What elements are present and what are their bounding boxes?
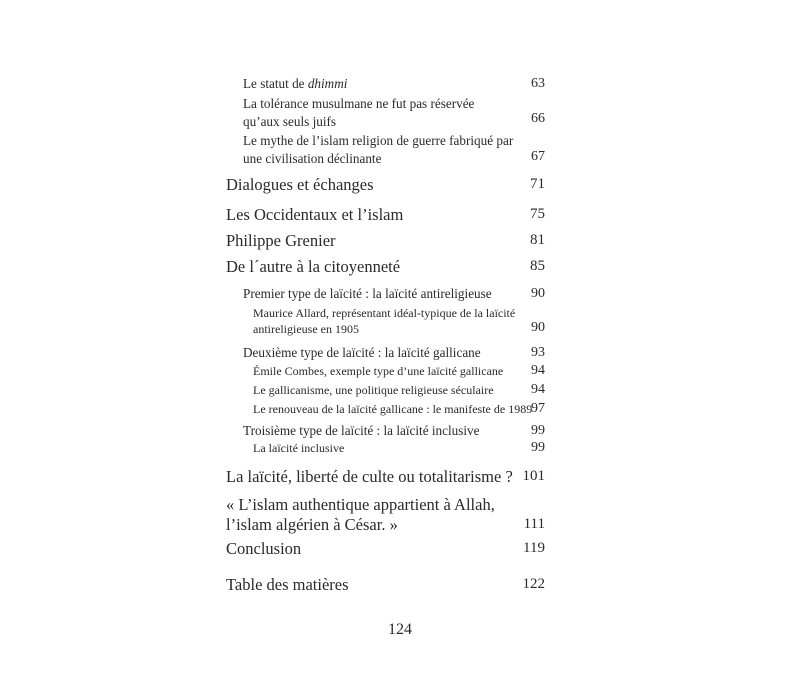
toc-entry-page: 111: [523, 516, 545, 532]
toc-entry-page: 99: [531, 440, 545, 455]
toc-entry-title: Le mythe de l’islam religion de guerre fabriqué par: [243, 133, 514, 148]
toc-entry-title: Table des matières: [226, 575, 349, 594]
toc-entry-title: La laïcité, liberté de culte ou totalitarisme ?: [226, 467, 513, 486]
toc-entry-title: [243, 76, 347, 92]
toc-entry-page: 75: [530, 206, 545, 222]
toc-entry-page: 119: [523, 540, 545, 556]
toc-entry-title-text: Le statut de: [243, 76, 308, 91]
toc-entry-page: 94: [531, 363, 545, 378]
toc-entry-title: Émile Combes, exemple type d’une laïcité gallicane: [253, 364, 504, 378]
toc-entry-title-continued: une civilisation déclinante: [243, 151, 382, 166]
toc-entry-title: De l´autre à la citoyenneté: [226, 257, 401, 276]
toc-entry-page: 99: [531, 423, 545, 438]
toc-entry-page: 94: [531, 382, 545, 397]
toc-entry-title-continued: qu’aux seuls juifs: [243, 114, 337, 129]
toc-entry-page: 63: [531, 76, 545, 91]
toc-entry-title: Premier type de laïcité : la laïcité antireligieuse: [243, 286, 492, 301]
toc-entry-title: Le renouveau de la laïcité gallicane : le manifeste de 1989: [253, 402, 533, 416]
toc-entry-title-emphasis: dhimmi: [307, 76, 348, 91]
toc-entry-title: « L’islam authentique appartient à Allah,: [226, 495, 495, 514]
toc-entry-title: Troisième type de laïcité : la laïcité inclusive: [243, 423, 480, 438]
toc-entry-page: 85: [530, 258, 545, 274]
toc-entry-page: 71: [530, 176, 545, 192]
toc-entry-title: La laïcité inclusive: [253, 441, 345, 455]
toc-entry-page: 101: [522, 468, 545, 484]
toc-entry-title: Maurice Allard, représentant idéal-typique de la laïcité: [253, 306, 516, 320]
toc-entry-title: Dialogues et échanges: [226, 175, 374, 194]
toc-entry-page: 81: [530, 232, 545, 248]
toc-entry-page: 93: [531, 345, 545, 360]
toc-entry-page: 97: [531, 401, 545, 416]
toc-entry-page: 90: [531, 286, 545, 301]
folio-page-number: 124: [388, 621, 412, 638]
toc-entry-title-continued: l’islam algérien à César. »: [226, 515, 398, 534]
toc-entry-title: Philippe Grenier: [226, 231, 336, 250]
toc-entry-page: 90: [531, 320, 545, 335]
toc-entry-title: Le gallicanisme, une politique religieuse séculaire: [253, 383, 494, 397]
toc-entry-page: 122: [522, 576, 545, 592]
toc-entry-title: Conclusion: [226, 539, 302, 558]
toc-entry-page: 67: [531, 149, 545, 164]
toc-entry-title-continued: antireligieuse en 1905: [253, 322, 359, 336]
toc-entry-title: Les Occidentaux et l’islam: [226, 205, 404, 224]
toc-entry-title: Deuxième type de laïcité : la laïcité gallicane: [243, 345, 481, 360]
toc-entry-page: 66: [531, 111, 545, 126]
toc-entry-title: La tolérance musulmane ne fut pas réservée: [243, 96, 475, 111]
